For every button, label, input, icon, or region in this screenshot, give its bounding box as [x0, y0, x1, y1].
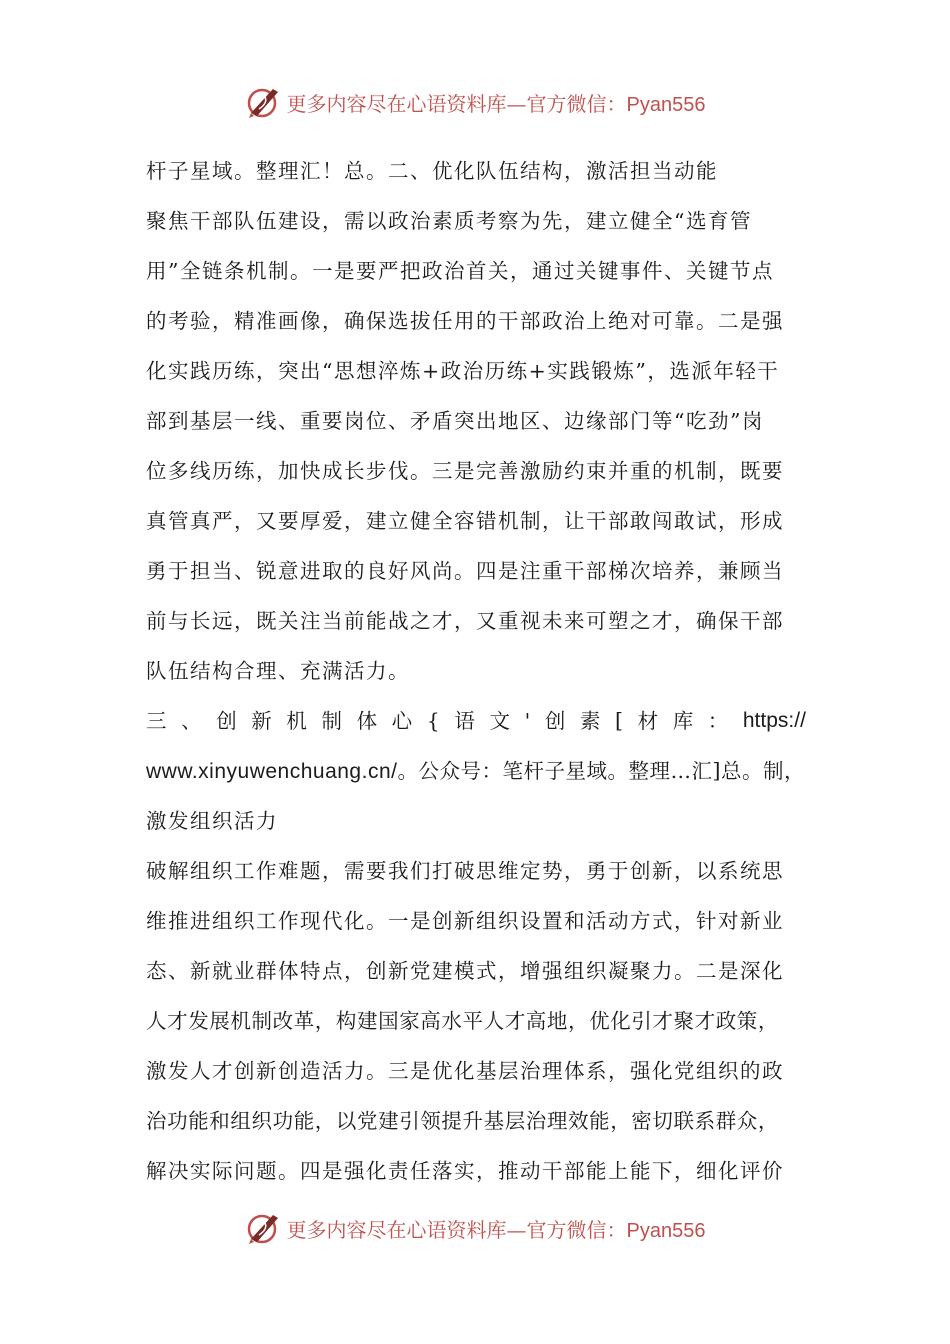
body-line: 人才发展机制改革，构建国家高水平人才高地，优化引才聚才政策，	[146, 1009, 779, 1033]
body-line: 维推进组织工作现代化。一是创新组织设置和活动方式，针对新业	[146, 909, 784, 933]
document-body	[146, 150, 806, 1200]
footer-watermark	[0, 1208, 950, 1248]
body-line: 前与长远，既关注当前能战之才，又重视未来可塑之才，确保干部	[146, 609, 784, 633]
body-line: 队伍结构合理、充满活力。	[146, 659, 410, 683]
body-line: 治功能和组织功能，以党建引领提升基层治理效能，密切联系群众，	[146, 1109, 779, 1133]
body-line: 的考验，精准画像，确保选拔任用的干部政治上绝对可靠。二是强	[146, 309, 784, 333]
body-line: 杆子星域。整理汇！总。二、优化队伍结构，激活担当动能	[146, 159, 718, 183]
header-watermark	[0, 82, 950, 122]
url-link[interactable]: https://	[742, 709, 806, 732]
section-heading-spaced: 三 、 创 新 机 制 体 心 { 语 文 ' 创 素 [ 材 库 ： https://	[146, 700, 806, 750]
section-heading-line: www.xinyuwenchuang.cn/。公众号：笔杆子星域。整理…汇]总。制，	[146, 759, 805, 783]
body-line: 勇于担当、锐意进取的良好风尚。四是注重干部梯次培养，兼顾当	[146, 559, 784, 583]
body-line: 用”全链条机制。一是要严把政治首关，通过关键事件、关键节点	[146, 259, 774, 283]
body-line: 部到基层一线、重要岗位、矛盾突出地区、边缘部门等“吃劲”岗	[146, 409, 764, 433]
body-line: 破解组织工作难题，需要我们打破思维定势，勇于创新，以系统思	[146, 859, 784, 883]
watermark-text: 更多内容尽在心语资料库—官方微信：Pyan556	[286, 91, 706, 116]
body-line: 真管真严，又要厚爱，建立健全容错机制，让干部敢闯敢试，形成	[146, 509, 784, 533]
body-line: 位多线历练，加快成长步伐。三是完善激励约束并重的机制，既要	[146, 459, 784, 483]
body-line: 聚焦干部队伍建设，需以政治素质考察为先，建立健全“选育管	[146, 209, 752, 233]
pen-logo-icon	[245, 1209, 283, 1247]
body-line: 激发人才创新创造活力。三是优化基层治理体系，强化党组织的政	[146, 1059, 784, 1083]
body-line: 解决实际问题。四是强化责任落实，推动干部能上能下，细化评价	[146, 1159, 784, 1183]
pen-logo-icon	[245, 83, 283, 121]
section-heading-line: 激发组织活力	[146, 809, 278, 833]
body-line: 化实践历练，突出“思想淬炼+政治历练+实践锻炼”，选派年轻干	[146, 359, 780, 383]
watermark-text: 更多内容尽在心语资料库—官方微信：Pyan556	[286, 1217, 706, 1242]
body-line: 态、新就业群体特点，创新党建模式，增强组织凝聚力。二是深化	[146, 959, 784, 983]
url-link[interactable]: www.xinyuwenchuang.cn/	[146, 760, 398, 783]
